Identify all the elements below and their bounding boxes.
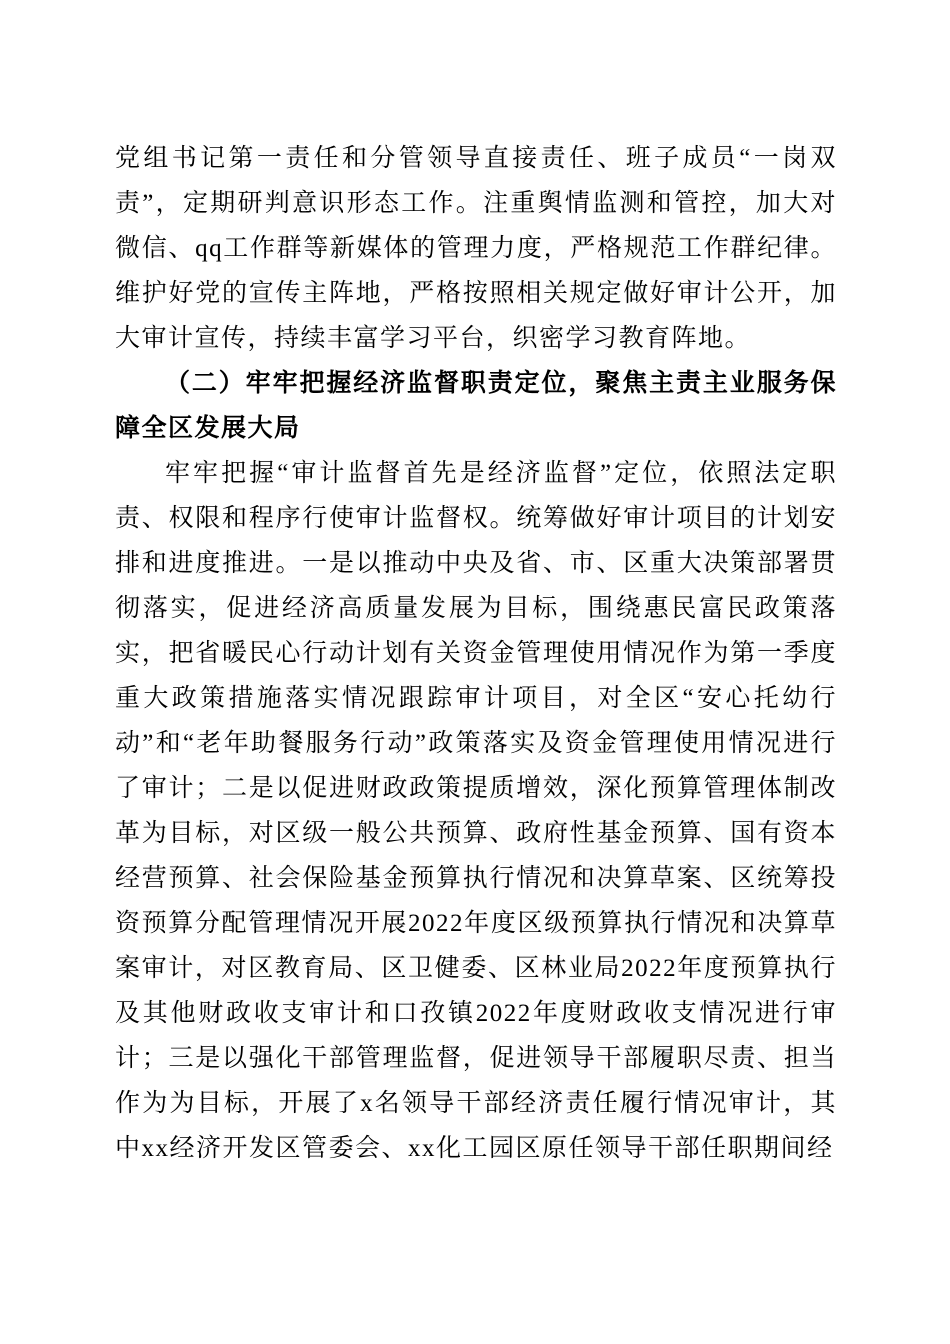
document-body [115, 136, 837, 1171]
section-heading: （二）牢牢把握经济监督职责定位，聚焦主责主业服务保障全区发展大局 [115, 370, 837, 442]
paragraph-continuation: 党组书记第一责任和分管领导直接责任、班子成员“一岗双责”，定期研判意识形态工作。注重舆情监测和管控，加大对微信、qq工作群等新媒体的管理力度，严格规范工作群纪律。维护好党的宣传主阵地，严格按照相关规定做好审计公开，加大审计宣传，持续丰富学习平台，织密学习教育阵地。 [115, 145, 837, 352]
paragraph-body: 牢牢把握“审计监督首先是经济监督”定位，依照法定职责、权限和程序行使审计监督权。统筹做好审计项目的计划安排和进度推进。一是以推动中央及省、市、区重大决策部署贯彻落实，促进经济高质量发展为目标，围绕惠民富民政策落实，把省暖民心行动计划有关资金管理使用情况作为第一季度重大政策措施落实情况跟踪审计项目，对全区“安心托幼行动”和“老年助餐服务行动”政策落实及资金管理使用情况进行了审计；二是以促进财政政策提质增效，深化预算管理体制改革为目标，对区级一般公共预算、政府性基金预算、国有资本经营预算、社会保险基金预算执行情况和决算草案、区统筹投资预算分配管理情况开展2022年度区级预算执行情况和决算草案审计，对区教育局、区卫健委、区林业局2022年度预算执行及其他财政收支审计和口孜镇2022年度财政收支情况进行审计；三是以强化干部管理监督，促进领导干部履职尽责、担当作为为目标，开展了x名领导干部经济责任履行情况审计，其中xx经济开发区管委会、xx化工园区原任领导干部任职期间经 [115, 460, 837, 1162]
